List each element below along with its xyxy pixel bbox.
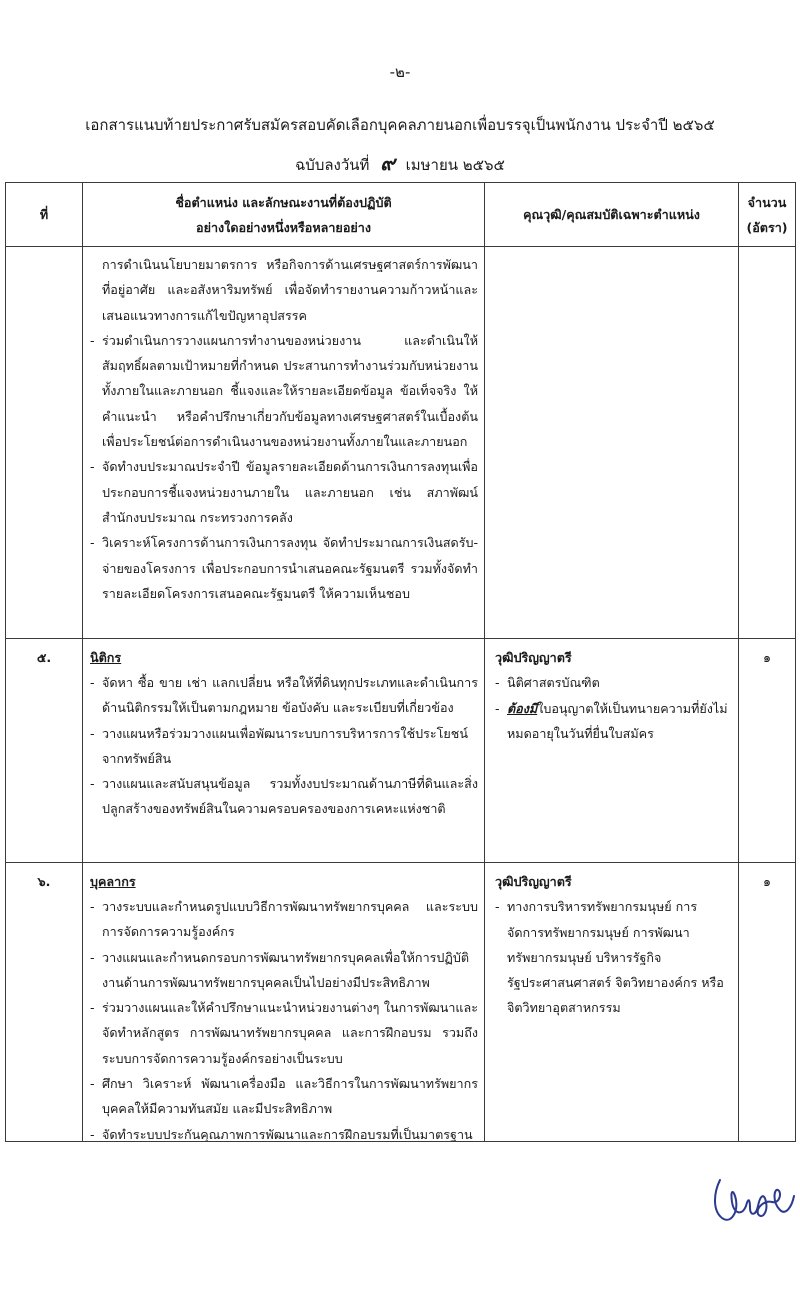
cell-no <box>6 247 83 639</box>
position-title: นิติกร <box>90 650 122 665</box>
position-number: ๖. <box>37 874 51 889</box>
header-count-line2: (อัตรา) <box>746 219 788 235</box>
position-count: ๑ <box>763 650 771 665</box>
must-have-text: ใบอนุญาตให้เป็นทนายความที่ยังไม่หมดอายุในวันที่ยื่นใบสมัคร <box>507 700 728 741</box>
header-no: ที่ <box>6 183 83 247</box>
header-duties <box>83 183 485 247</box>
duty-item: - ศึกษา วิเคราะห์ พัฒนาเครื่องมือ และวิธีการในการพัฒนาทรัพยากรบุคคลให้มีความทันสมัย และมีประสิทธิภาพ <box>90 1071 478 1122</box>
duty-item: - วางระบบและกำหนดรูปแบบวิธีการพัฒนาทรัพยากรบุคคล และระบบการจัดการความรู้องค์กร <box>90 894 478 945</box>
header-duties-line2: อย่างใดอย่างหนึ่งหรือหลายอย่าง <box>196 219 371 235</box>
cell-duties <box>83 863 485 1142</box>
qualification-heading: วุฒิปริญญาตรี <box>495 874 572 889</box>
cell-no <box>6 639 83 863</box>
header-count-line1: จำนวน <box>747 194 787 210</box>
qualification-item: - นิติศาสตรบัณฑิต <box>495 670 730 695</box>
position-title: บุคลากร <box>90 874 136 889</box>
position-number: ๕. <box>36 650 52 665</box>
document-date <box>0 147 800 179</box>
duty-item: การดำเนินนโยบายมาตรการ หรือกิจการด้านเศรษฐศาสตร์การพัฒนาที่อยู่อาศัย และอสังหาริมทรัพย์ เพื่อจัดทำรายงานความก้าวหน้าและเสนอแนวทางการแก้ไขปัญหาอุปสรรค <box>102 257 478 323</box>
cell-count <box>739 247 796 639</box>
qualification-heading: วุฒิปริญญาตรี <box>495 650 572 665</box>
duty-item: - วิเคราะห์โครงการด้านการเงินการลงทุน จัดทำประมาณการเงินสดรับ-จ่ายของโครงการ เพื่อประกอบการนำเสนอคณะรัฐมนตรี รวมทั้งจัดทำรายละเอียดโครงการเสนอคณะรัฐมนตรี ให้ความเห็นชอบ <box>90 530 478 606</box>
table-row-continued <box>6 247 796 639</box>
cell-count <box>739 639 796 863</box>
duty-item: - จัดหา ซื้อ ขาย เช่า แลกเปลี่ยน หรือให้ที่ดินทุกประเภทและดำเนินการด้านนิติกรรมให้เป็นตามกฎหมาย ข้อบังคับ และระเบียบที่เกี่ยวข้อง <box>90 670 478 721</box>
qualification-item-license <box>495 696 730 747</box>
cell-count <box>739 863 796 1142</box>
date-day-handwritten: ๙ <box>380 151 395 175</box>
position-count: ๑ <box>763 874 771 889</box>
duty-item: - วางแผนและกำหนดกรอบการพัฒนาทรัพยากรบุคคลเพื่อให้การปฏิบัติงานด้านการพัฒนาทรัพยากรบุคคลเป็นไปอย่างมีประสิทธิภาพ <box>90 945 478 996</box>
document-title: เอกสารแนบท้ายประกาศรับสมัครสอบคัดเลือกบุคคลภายนอกเพื่อบรรจุเป็นพนักงาน ประจำปี ๒๕๖๕ <box>85 116 715 134</box>
table-header-row <box>6 183 796 247</box>
duty-item: - จัดทำงบประมาณประจำปี ข้อมูลรายละเอียดด้านการเงินการลงทุนเพื่อประกอบการชี้แจงหน่วยงานภายใน และภายนอก เช่น สภาพัฒน์ สำนักงบประมาณ กระทรวงการคลัง <box>90 454 478 530</box>
header-duties-line1: ชื่อตำแหน่ง และลักษณะงานที่ต้องปฏิบัติ <box>175 194 392 210</box>
page-number: -๒- <box>389 63 411 81</box>
cell-qualification <box>485 639 739 863</box>
duty-item: - ร่วมวางแผนและให้คำปรึกษาแนะนำหน่วยงานต่างๆ ในการพัฒนาและจัดทำหลักสูตร การพัฒนาทรัพยากรบุคคล และการฝึกอบรม รวมถึงระบบการจัดการความรู้องค์กรอย่างเป็นระบบ <box>90 995 478 1071</box>
date-suffix: เมษายน ๒๕๖๕ <box>405 156 505 174</box>
cell-no <box>6 863 83 1142</box>
signature-mark <box>700 1162 800 1232</box>
duty-item: - ร่วมดำเนินการวางแผนการทำงานของหน่วยงาน และดำเนินให้สัมฤทธิ์ผลตามเป้าหมายที่กำหนด ประสานการทำงานร่วมกับหน่วยงานทั้งภายในและภายนอก ชี้แจงและให้รายละเอียดข้อมูล ข้อเท็จจริง ให้คำแนะนำ หรือคำปรึกษาเกี่ยวกับข้อมูลทางเศรษฐศาสตร์ในเบื้องต้นเพื่อประโยชน์ต่อการดำเนินงานของหน่วยงานทั้งภายในและภายนอก <box>90 328 478 454</box>
positions-table <box>5 182 796 1142</box>
table-row <box>6 863 796 1142</box>
cell-duties <box>83 639 485 863</box>
duty-item: - วางแผนและสนับสนุนข้อมูล รวมทั้งงบประมาณด้านภาษีที่ดินและสิ่งปลูกสร้างของทรัพย์สินในความครอบครองของการเคหะแห่งชาติ <box>90 771 478 822</box>
cell-qualification <box>485 863 739 1142</box>
header-qualification: คุณวุฒิ/คุณสมบัติเฉพาะตำแหน่ง <box>485 183 739 247</box>
cell-duties <box>83 247 485 639</box>
must-have-label: ต้องมี <box>507 700 538 716</box>
duty-item: - วางแผนหรือร่วมวางแผนเพื่อพัฒนาระบบการบริหารการใช้ประโยชน์จากทรัพย์สิน <box>90 721 478 772</box>
qualification-item: - ทางการบริหารทรัพยากรมนุษย์ การจัดการทรัพยากรมนุษย์ การพัฒนาทรัพยากรมนุษย์ บริหารรัฐกิจ รัฐประศาสนศาสตร์ จิตวิทยาองค์กร หรือจิตวิทยาอุตสาหกรรม <box>495 894 730 1020</box>
date-prefix: ฉบับลงวันที่ <box>295 156 370 174</box>
table-row <box>6 639 796 863</box>
cell-qualification <box>485 247 739 639</box>
duty-item: - จัดทำระบบประกันคุณภาพการพัฒนาและการฝึกอบรมที่เป็นมาตรฐาน <box>90 1122 478 1141</box>
header-count <box>739 183 796 247</box>
